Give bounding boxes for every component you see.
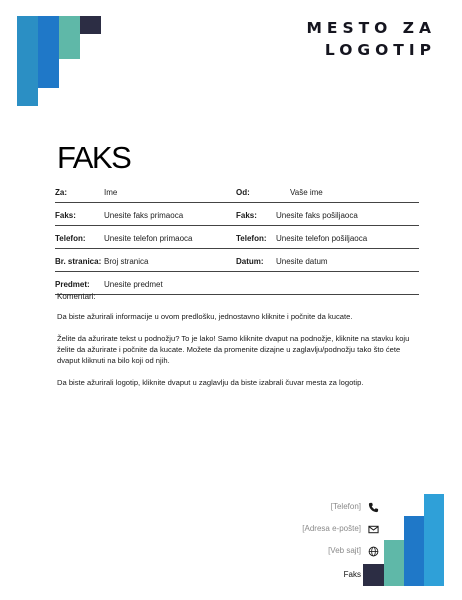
deco-bar-6 [384, 540, 404, 586]
field-row-subject [55, 272, 419, 295]
deco-bar-8 [424, 494, 444, 586]
to-label: Za: [55, 188, 67, 197]
pages-value[interactable]: Broj stranica [104, 257, 149, 266]
phone-to-value[interactable]: Unesite telefon primaoca [104, 234, 193, 243]
logo-line-2: LOGOTIP [324, 41, 436, 59]
body-paragraph: Da biste ažurirali logotip, kliknite dvaput u zaglavlju da biste izabrali čuvar mesta za logotip. [57, 378, 364, 387]
fax-from-label: Faks: [236, 211, 257, 220]
footer-phone[interactable]: [Telefon] [330, 502, 361, 511]
date-label: Datum: [236, 257, 264, 266]
footer-decoration [363, 494, 444, 586]
phone-from-value[interactable]: Unesite telefon pošiljaoca [276, 234, 368, 243]
comments-label: Komentari: [57, 292, 96, 301]
deco-bar-3 [59, 16, 80, 59]
field-row-phone [55, 226, 419, 249]
deco-bar-7 [404, 516, 424, 586]
body-paragraph: Da biste ažurirali informacije u ovom predlošku, jednostavno kliknite i počnite da kucate. [57, 312, 353, 321]
subject-label: Predmet: [55, 280, 90, 289]
comments-body[interactable] [57, 311, 422, 399]
footer-company[interactable]: Faks [343, 570, 361, 579]
field-row-pages-date [55, 249, 419, 272]
logo-line-1: MESTO ZA [306, 19, 436, 37]
fax-fields [55, 180, 419, 295]
pages-label: Br. stranica: [55, 257, 102, 266]
phone-from-label: Telefon: [236, 234, 267, 243]
fax-from-value[interactable]: Unesite faks pošiljaoca [276, 211, 358, 220]
deco-bar-4 [80, 16, 101, 34]
fax-to-label: Faks: [55, 211, 76, 220]
deco-bar-5 [363, 564, 384, 586]
subject-value[interactable]: Unesite predmet [104, 280, 163, 289]
header-decoration [17, 16, 101, 106]
to-value[interactable]: Ime [104, 188, 118, 197]
date-value[interactable]: Unesite datum [276, 257, 328, 266]
from-value[interactable]: Vaše ime [290, 188, 323, 197]
logo-placeholder[interactable] [236, 17, 436, 61]
footer-email[interactable]: [Adresa e-pošte] [302, 524, 361, 533]
body-paragraph: Želite da ažurirate tekst u podnožju? To je lako! Samo kliknite dvaput na podnožje, kliknite na stavku koju želite da ažurirate i počnite da kucate. Možete da promenite dizajne u zaglavlju/podnožju tako što ćete dvaput kliknuti na bilo koji od njih. [57, 334, 410, 365]
from-label: Od: [236, 188, 250, 197]
fax-to-value[interactable]: Unesite faks primaoca [104, 211, 184, 220]
phone-to-label: Telefon: [55, 234, 86, 243]
deco-bar-2 [38, 16, 59, 88]
divider [55, 294, 419, 295]
footer-website[interactable]: [Veb sajt] [328, 546, 361, 555]
page-title: FAKS [57, 140, 131, 175]
deco-bar-1 [17, 16, 38, 106]
field-row-to-from [55, 180, 419, 203]
field-row-fax [55, 203, 419, 226]
